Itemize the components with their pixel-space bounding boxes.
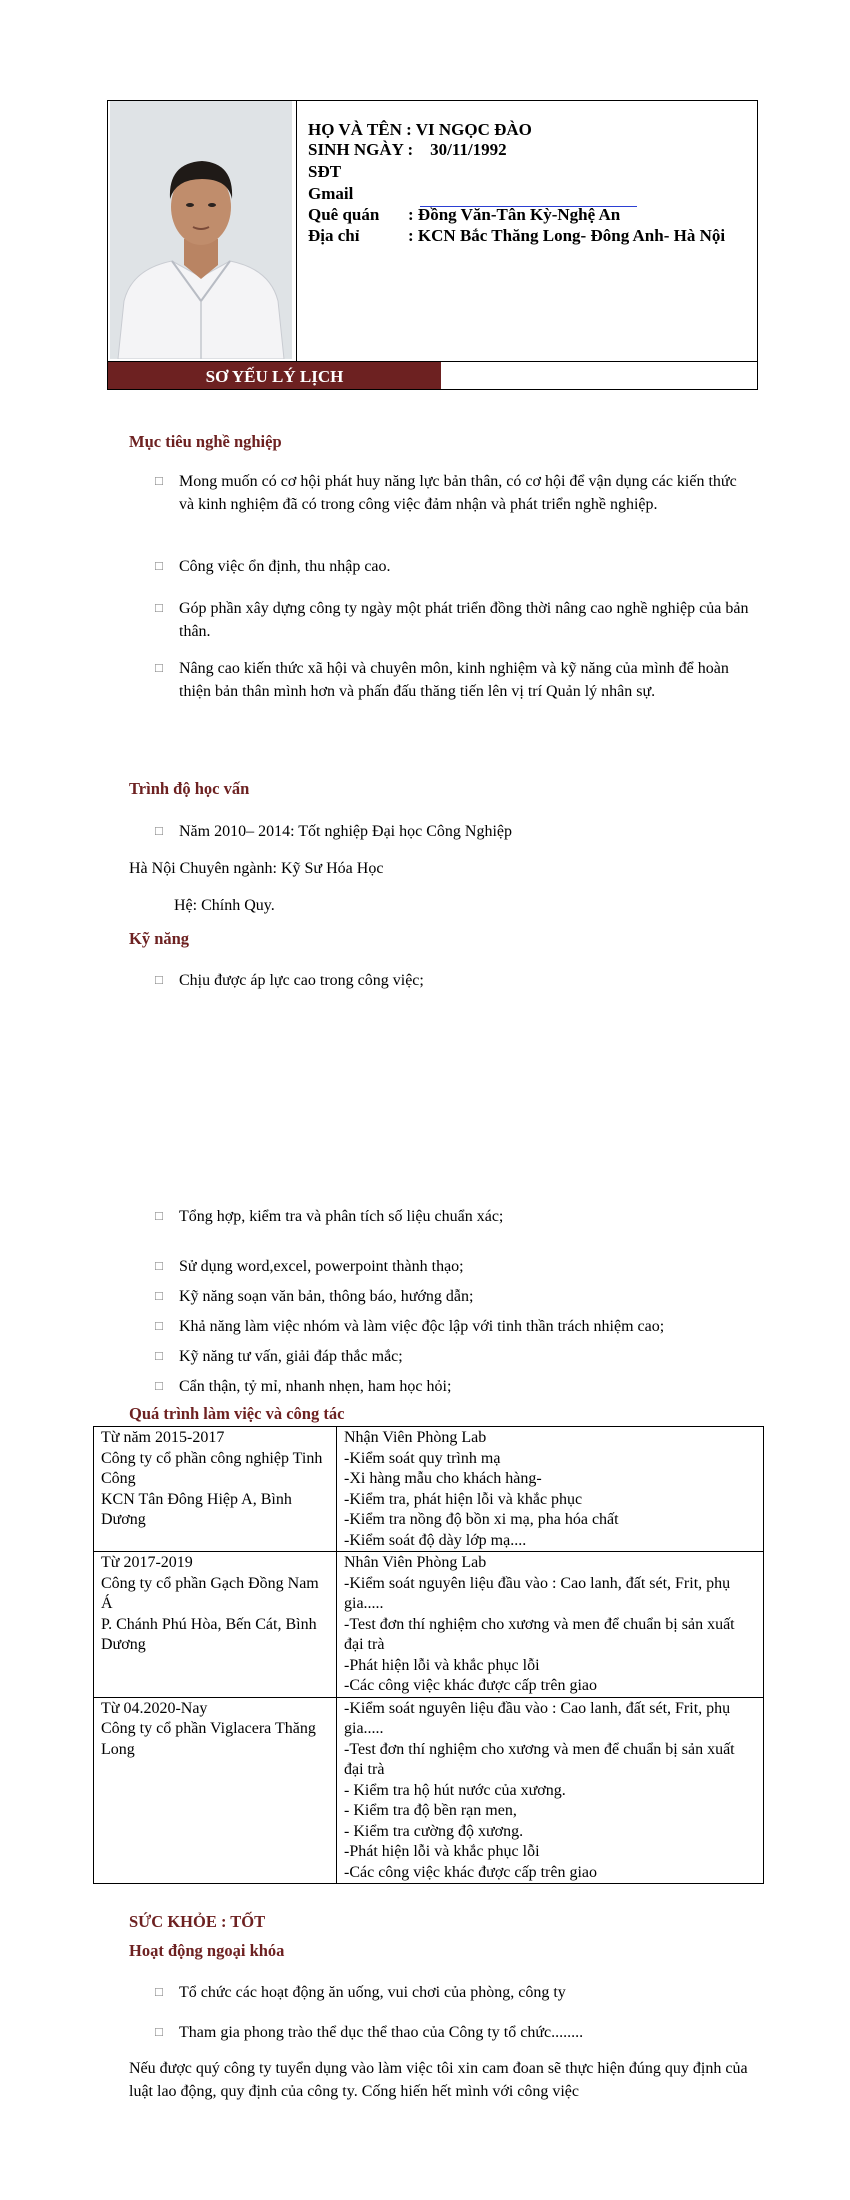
extracurricular-item: Tổ chức các hoạt động ăn uống, vui chơi của phòng, công ty: [179, 1984, 566, 2001]
work-duty: -Kiểm tra, phát hiện lỗi và khắc phục: [344, 1490, 583, 1508]
work-duty: -Xi hàng mẫu cho khách hàng-: [344, 1470, 542, 1487]
dob-row: [308, 140, 507, 160]
education-item: Năm 2010– 2014: Tốt nghiệp Đại học Công Nghiệp: [179, 823, 512, 840]
work-period: Từ 04.2020-Nay: [101, 1699, 208, 1717]
work-title: Quá trình làm việc và công tác: [129, 1404, 345, 1423]
extracurricular-title: Hoạt động ngoại khóa: [129, 1941, 285, 1960]
work-position: Nhân Viên Phòng Lab: [344, 1554, 487, 1571]
health-title: SỨC KHỎE : TỐT: [129, 1912, 266, 1931]
address-label: Địa chỉ: [308, 226, 360, 245]
bullet-box-icon: □: [155, 1318, 163, 1333]
work-period: Từ năm 2015-2017: [101, 1429, 225, 1446]
skill-item: Sử dụng word,excel, powerpoint thành thạo;: [179, 1258, 464, 1275]
skill-item: Kỹ năng soạn văn bản, thông báo, hướng dẫn;: [179, 1288, 474, 1305]
header-divider-vertical: [296, 100, 297, 362]
cv-banner: SƠ YẾU LÝ LỊCH: [108, 362, 441, 389]
objective-item: Nâng cao kiến thức xã hội và chuyên môn, kinh nghiệm và kỹ năng của mình để hoàn thiện bản thân mình hơn và phấn đấu thăng tiến lên vị trí Quản lý nhân sự.: [179, 660, 729, 700]
work-period-cell: [94, 1427, 337, 1552]
bullet-box-icon: □: [155, 1288, 163, 1303]
skill-item: Chịu được áp lực cao trong công việc;: [179, 972, 424, 989]
work-duty: -Các công việc khác được cấp trên giao: [344, 1863, 598, 1881]
work-company: Công ty cổ phần Gạch Đồng Nam Á: [101, 1574, 319, 1612]
work-duty: -Kiểm soát nguyên liệu đầu vào : Cao lanh, đất sét, Frit, phụ gia.....: [344, 1699, 731, 1737]
person-photo-icon: [110, 101, 292, 359]
work-duty: -Kiểm tra nồng độ bồn xi mạ, pha hóa chất: [344, 1511, 619, 1528]
bullet-box-icon: □: [155, 1348, 163, 1363]
dob-label: SINH NGÀY :: [308, 140, 414, 159]
work-duty: -Test đơn thí nghiệm cho xương và men để chuẩn bị sản xuất đại trà: [344, 1615, 735, 1653]
work-company: Công ty cổ phần công nghiệp Tinh Công: [101, 1449, 323, 1487]
work-duty: -Test đơn thí nghiệm cho xương và men để chuẩn bị sản xuất đại trà: [344, 1740, 735, 1778]
education-type: Hệ: Chính Quy.: [174, 897, 275, 914]
objective-item: Góp phần xây dựng công ty ngày một phát triển đồng thời nâng cao nghề nghiệp của bản thân.: [179, 600, 749, 640]
work-duty: -Các công việc khác được cấp trên giao: [344, 1677, 598, 1694]
bullet-box-icon: □: [155, 660, 163, 675]
bullet-box-icon: □: [155, 1378, 163, 1393]
education-major: Hà Nội Chuyên ngành: Kỹ Sư Hóa Học: [129, 860, 384, 877]
address-row: [308, 226, 725, 246]
work-duty: - Kiểm tra cường độ xương.: [344, 1822, 524, 1840]
education-title: Trình độ học vấn: [129, 779, 250, 798]
work-position: Nhận Viên Phòng Lab: [344, 1429, 487, 1446]
work-location: KCN Tân Đông Hiệp A, Bình Dương: [101, 1490, 292, 1528]
address-value: : KCN Bắc Thăng Long- Đông Anh- Hà Nội: [408, 226, 726, 245]
extracurricular-item: Tham gia phong trào thể dục thể thao của Công ty tổ chức........: [179, 2024, 584, 2041]
work-duty: -Phát hiện lỗi và khắc phục lỗi: [344, 1656, 540, 1674]
bullet-box-icon: □: [155, 1208, 163, 1223]
work-history-table: [93, 1426, 764, 1884]
phone-label: SĐT: [308, 162, 342, 181]
work-duty: -Phát hiện lỗi và khắc phục lỗi: [344, 1843, 540, 1860]
bullet-box-icon: □: [155, 2024, 163, 2039]
work-duties-cell: [337, 1697, 764, 1884]
email-row: [308, 184, 353, 204]
skill-item: Cẩn thận, tỷ mỉ, nhanh nhẹn, ham học hỏi;: [179, 1378, 452, 1395]
work-duty: - Kiểm tra độ bền rạn men,: [344, 1802, 517, 1819]
full-name: VI NGỌC ĐÀO: [415, 120, 532, 139]
work-duty: -Kiểm soát nguyên liệu đầu vào : Cao lanh, đất sét, Frit, phụ gia.....: [344, 1574, 731, 1612]
bullet-box-icon: □: [155, 600, 163, 615]
hometown-row: [308, 205, 620, 225]
objective-item: Công việc ổn định, thu nhập cao.: [179, 558, 391, 575]
skill-item: Tổng hợp, kiểm tra và phân tích số liệu chuẩn xác;: [179, 1208, 504, 1225]
work-duty: -Kiểm soát quy trình mạ: [344, 1449, 501, 1467]
bullet-box-icon: □: [155, 473, 163, 488]
work-duty: -Kiểm soát độ dày lớp mạ....: [344, 1531, 527, 1549]
closing-paragraph: Nếu được quý công ty tuyển dụng vào làm việc tôi xin cam đoan sẽ thực hiện đúng quy định của luật lao động, quy định của công ty. Cống hiến hết mình với công việc: [129, 2060, 748, 2100]
work-period: Từ 2017-2019: [101, 1554, 193, 1571]
dob-value: 30/11/1992: [430, 140, 507, 159]
work-duties-cell: [337, 1427, 764, 1552]
work-period-cell: [94, 1552, 337, 1698]
phone-row: [308, 162, 341, 182]
work-period-cell: [94, 1697, 337, 1884]
table-row: [94, 1552, 764, 1698]
skills-title: Kỹ năng: [129, 929, 190, 948]
objective-item: Mong muốn có cơ hội phát huy năng lực bản thân, có cơ hội để vận dụng các kiến thức và kinh nghiệm đã có trong công việc đảm nhận và phát triển nghề nghiệp.: [179, 473, 737, 513]
table-row: [94, 1427, 764, 1552]
skill-item: Kỹ năng tư vấn, giải đáp thắc mắc;: [179, 1348, 403, 1365]
name-row: [308, 120, 532, 140]
work-company: Công ty cổ phần Viglacera Thăng Long: [101, 1720, 316, 1758]
skill-item: Khả năng làm việc nhóm và làm việc độc lập với tinh thần trách nhiệm cao;: [179, 1318, 665, 1335]
bullet-box-icon: □: [155, 558, 163, 573]
bullet-box-icon: □: [155, 972, 163, 987]
name-label: HỌ VÀ TÊN :: [308, 120, 412, 139]
table-row: [94, 1697, 764, 1884]
email-label: Gmail: [308, 184, 354, 203]
objective-title: Mục tiêu nghề nghiệp: [129, 432, 282, 451]
profile-photo: [110, 101, 292, 359]
work-duty: - Kiểm tra hộ hút nước của xương.: [344, 1781, 566, 1799]
work-duties-cell: [337, 1552, 764, 1698]
hometown-value: : Đồng Văn-Tân Kỳ-Nghệ An: [408, 205, 621, 224]
hometown-label: Quê quán: [308, 205, 380, 224]
bullet-box-icon: □: [155, 823, 163, 838]
work-location: P. Chánh Phú Hòa, Bến Cát, Bình Dương: [101, 1615, 317, 1653]
bullet-box-icon: □: [155, 1258, 163, 1273]
bullet-box-icon: □: [155, 1984, 163, 1999]
